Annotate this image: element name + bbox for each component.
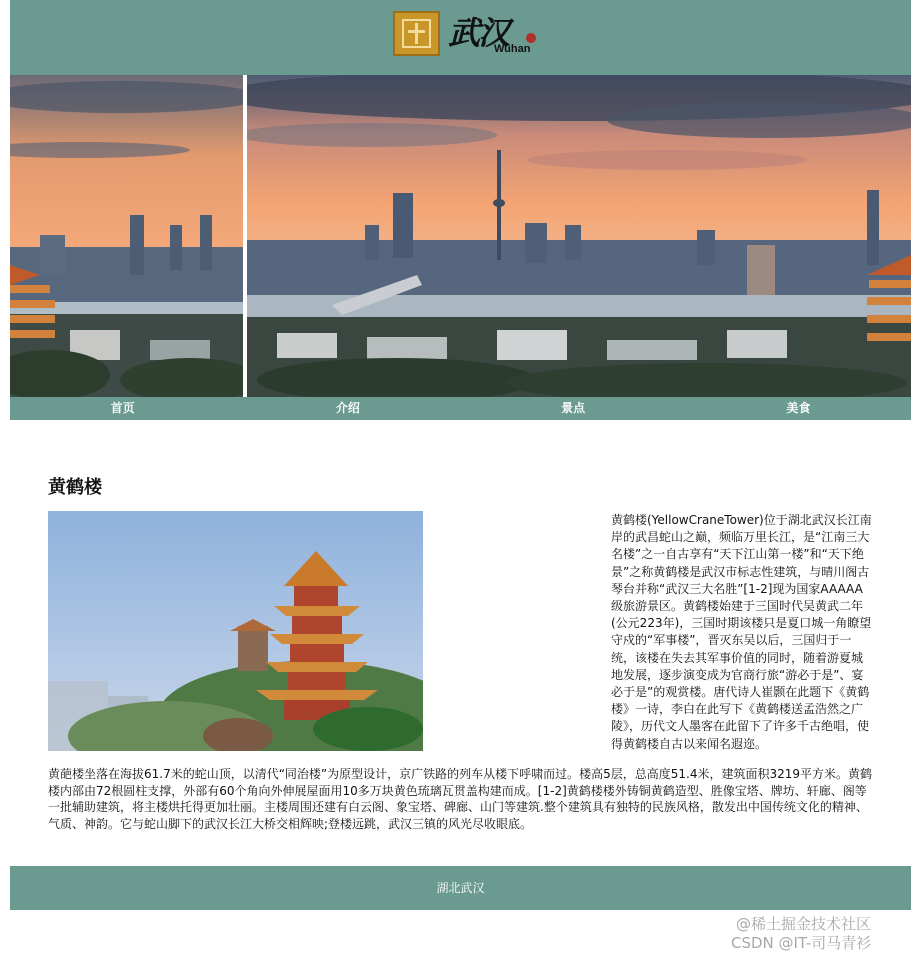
article-side-text: 黄鹤楼(YellowCraneTower)位于湖北武汉长江南岸的武昌蛇山之巅，频临万里长江，是“江南三大名楼”之一自古享有“天下江山第一楼”和“天下绝景”之称黄鹤楼是武汉市标志性建筑，与晴川阁古琴台并称“武汉三大名胜”[1-2]现为国家AAAAA级旅游景区。黄鹤楼始建于三国时代吴黄武二年(公元223年)，三国时期该楼只是夏口城一角瞭望守戍的“军事楼”，晋灭东吴以后，三国归于一统，该楼在失去其军事价值的同时，随着游夏城地发展，逐步演变成为官商行旅“游必于是”、宴必于是”的观赏楼。唐代诗人崔颢在此题下《黄鹤楼》一诗，李白在此写下《黄鹤楼送孟浩然之广陵》，历代文人墨客在此留下了许多千古绝唱，使得黄鹤楼自古以来闻名遐迩。 [611,513,872,751]
logo-title: 武汉 [448,14,509,52]
yellow-crane-tower-photo [48,511,423,751]
wuhan-seal-logo [393,11,440,56]
banner-image-left [10,75,243,397]
logo-subtitle: Wuhan [494,43,531,55]
logo-stamp-icon [526,33,536,43]
nav-item-attractions[interactable]: 景点 [561,401,586,415]
nav-item-food[interactable]: 美食 [786,401,811,415]
nav-item-home[interactable]: 首页 [110,401,135,415]
watermark-juejin: @稀土掘金技术社区 [736,915,872,933]
site-footer: 湖北武汉 [10,866,911,910]
nav-item-intro[interactable]: 介绍 [335,401,360,415]
watermark-csdn: CSDN @IT-司马青衫 [731,934,872,952]
site-header [10,0,911,75]
article-title: 黄鹤楼 [48,477,102,498]
article-paragraph: 黄葩楼坐落在海拔61.7米的蛇山顶，以清代“同治楼”为原型设计，京广铁路的列车从楼下呼啸而过。楼高5层，总高度51.4米，建筑面积3219平方米。黄鹤楼内部由72根圆柱支撑，外部有60个角向外伸展屋面用10多万块黄色琉璃瓦贯盖构建而成。[1-2]黄鹤楼楼外铸铜黄鹤造型、胜像宝塔、牌坊、轩廊、阁等一批辅助建筑，将主楼烘托得更加壮丽。主楼周围还建有白云阁、象宝塔、碑廊、山门等建筑.整个建筑具有独特的民族风格，散发出中国传统文化的精神、气质、神韵。它与蛇山脚下的武汉长江大桥交相辉映;登楼远跳，武汉三镇的风光尽收眼底。 [48,767,873,831]
main-nav [10,397,911,420]
banner-image-main [247,75,911,397]
